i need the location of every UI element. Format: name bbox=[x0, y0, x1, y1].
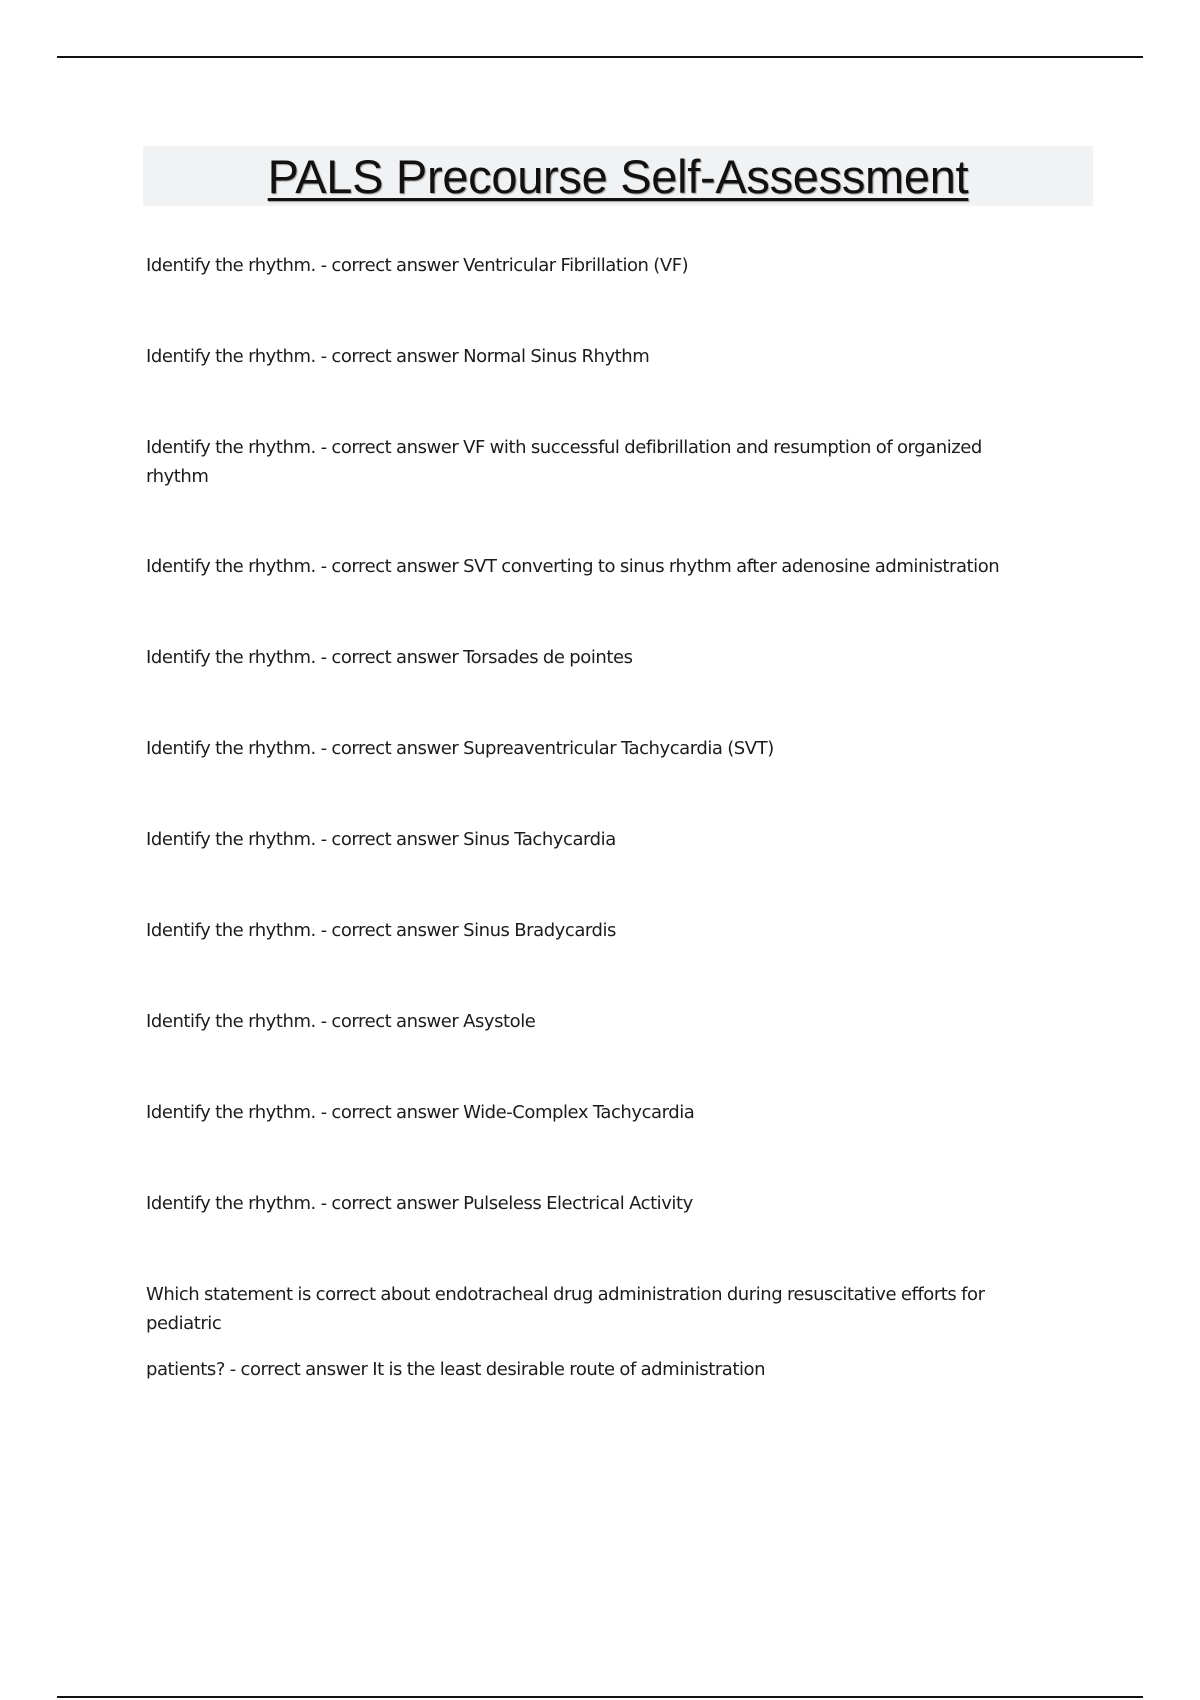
bottom-rule bbox=[57, 1696, 1143, 1698]
qa-item-11: Identify the rhythm. - correct answer Pulseless Electrical Activity bbox=[146, 1193, 693, 1214]
qa-item-2: Identify the rhythm. - correct answer Normal Sinus Rhythm bbox=[146, 346, 650, 367]
qa-item-1: Identify the rhythm. - correct answer Ventricular Fibrillation (VF) bbox=[146, 255, 689, 276]
top-rule bbox=[57, 56, 1143, 58]
qa-item-5: Identify the rhythm. - correct answer Torsades de pointes bbox=[146, 647, 633, 668]
qa-item-9: Identify the rhythm. - correct answer Asystole bbox=[146, 1011, 536, 1032]
qa-item-12-question: Which statement is correct about endotracheal drug administration during resuscitative efforts for pediatric bbox=[146, 1284, 985, 1334]
qa-item-12-answer: patients? - correct answer It is the least desirable route of administration bbox=[146, 1359, 766, 1380]
qa-item-10: Identify the rhythm. - correct answer Wide-Complex Tachycardia bbox=[146, 1102, 695, 1123]
page-title: PALS Precourse Self-Assessment bbox=[267, 149, 969, 203]
qa-item-4: Identify the rhythm. - correct answer SVT converting to sinus rhythm after adenosine administration bbox=[146, 556, 1000, 577]
qa-item-6: Identify the rhythm. - correct answer Supreaventricular Tachycardia (SVT) bbox=[146, 738, 774, 759]
qa-item-3: Identify the rhythm. - correct answer VF with successful defibrillation and resumption of organized rhythm bbox=[146, 437, 982, 487]
title-banner bbox=[143, 146, 1093, 206]
qa-item-7: Identify the rhythm. - correct answer Sinus Tachycardia bbox=[146, 829, 616, 850]
qa-item-8: Identify the rhythm. - correct answer Sinus Bradycardis bbox=[146, 920, 616, 941]
